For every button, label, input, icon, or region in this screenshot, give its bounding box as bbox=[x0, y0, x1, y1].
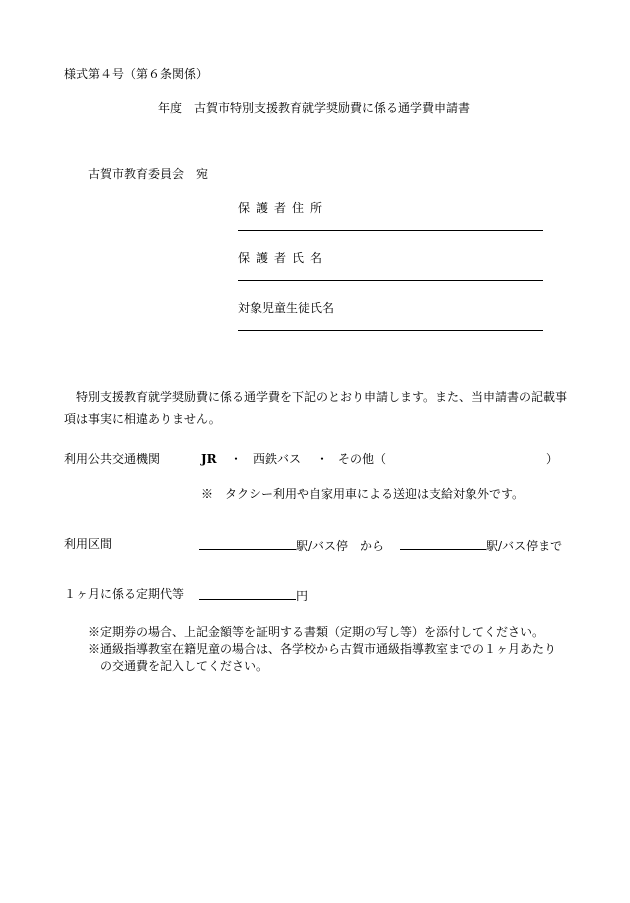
pass-fee-row bbox=[199, 588, 308, 602]
pass-fee-label: １ヶ月に係る定期代等 bbox=[64, 587, 185, 601]
guardian-address-label: 保護者住所 bbox=[238, 201, 329, 215]
transport-option-jr[interactable]: JR bbox=[201, 452, 217, 466]
pass-fee-field[interactable] bbox=[199, 588, 296, 600]
pass-fee-unit: 円 bbox=[296, 589, 309, 603]
option-separator: ・ bbox=[316, 452, 329, 466]
to-station-field[interactable] bbox=[400, 538, 486, 550]
form-number: 様式第４号（第６条関係） bbox=[64, 67, 209, 81]
notes bbox=[88, 624, 556, 675]
transport-label: 利用公共交通機関 bbox=[64, 452, 161, 466]
student-name-label: 対象児童生徒氏名 bbox=[238, 301, 335, 315]
transport-option-other[interactable]: その他（ bbox=[338, 452, 387, 466]
addressee: 古賀市教育委員会 宛 bbox=[88, 167, 209, 181]
taxi-note: ※ タクシー利用や自家用車による送迎は支給対象外です。 bbox=[201, 487, 525, 501]
to-suffix: 駅/バス停まで bbox=[486, 539, 563, 553]
student-name-field[interactable] bbox=[238, 330, 543, 331]
section-row bbox=[199, 538, 562, 552]
transport-option-bus[interactable]: 西鉄バス bbox=[253, 452, 302, 466]
declaration-text: 特別支援教育就学奨励費に係る通学費を下記のとおり申請します。また、当申請書の記載事項は事実に相違ありません。 bbox=[64, 390, 568, 426]
guardian-address-field[interactable] bbox=[238, 230, 543, 231]
from-station-field[interactable] bbox=[199, 538, 296, 550]
note-item: ※通級指導教室在籍児童の場合は、各学校から古賀市通級指導教室までの１ヶ月あたり bbox=[88, 642, 557, 656]
form-title: 年度 古賀市特別支援教育就学奨励費に係る通学費申請書 bbox=[158, 101, 471, 115]
option-separator: ・ bbox=[230, 452, 243, 466]
from-suffix: 駅/バス停 から bbox=[296, 539, 385, 553]
guardian-name-label: 保護者氏名 bbox=[238, 251, 329, 265]
transport-other-close: ） bbox=[546, 452, 559, 466]
note-item: ※定期券の場合、上記金額等を証明する書類（定期の写し等）を添付してください。 bbox=[88, 625, 545, 639]
section-label: 利用区間 bbox=[64, 537, 113, 551]
guardian-name-field[interactable] bbox=[238, 280, 543, 281]
note-item: の交通費を記入してください。 bbox=[100, 659, 269, 673]
